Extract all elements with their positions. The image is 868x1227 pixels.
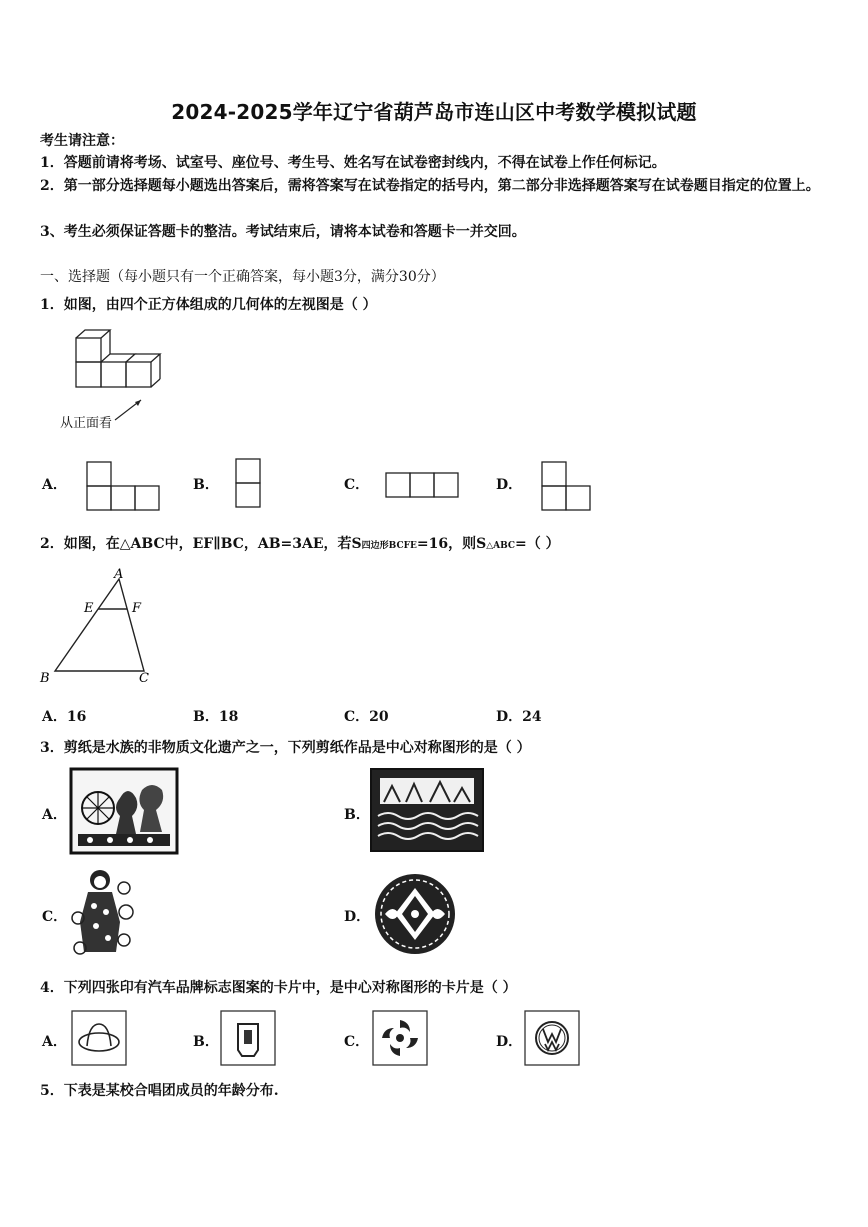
- q3-option-a[interactable]: A．: [42, 807, 67, 823]
- q2-stem-part-c: =（ ）: [515, 536, 560, 552]
- q1-option-d-figure: [541, 461, 596, 516]
- notice-item-3: 3、考生必须保证答题卡的整洁。考试结束后，请将本试卷和答题卡一并交回。: [40, 224, 526, 240]
- q4-stem: 4．下列四张印有汽车品牌标志图案的卡片中，是中心对称图形的卡片是（ ）: [40, 980, 517, 996]
- q2-option-a[interactable]: A．16: [42, 709, 87, 725]
- q3-option-b[interactable]: B．: [344, 807, 370, 823]
- q1-view-label: 从正面看: [60, 416, 113, 431]
- q2-label-b: B: [40, 671, 50, 686]
- q4-option-a-logo-card: [71, 1010, 127, 1066]
- q4-option-b-logo-card: [220, 1010, 276, 1066]
- q1-stem: 1．如图，由四个正方体组成的几何体的左视图是（ ）: [40, 297, 377, 313]
- q3-option-d-papercut-image: [373, 872, 457, 956]
- q2-option-a-value: 16: [66, 709, 87, 725]
- q2-triangle-figure: [40, 568, 170, 688]
- q3-option-d[interactable]: D．: [344, 909, 371, 925]
- q3-option-c[interactable]: C．: [42, 909, 68, 925]
- q4-option-c-logo-card: [372, 1010, 428, 1066]
- q2-option-b-value: 18: [218, 709, 239, 725]
- q4-option-a[interactable]: A．: [42, 1034, 67, 1050]
- q1-option-a-figure: [86, 461, 166, 516]
- q4-option-c[interactable]: C．: [344, 1034, 370, 1050]
- q5-stem: 5．下表是某校合唱团成员的年龄分布.: [40, 1083, 279, 1099]
- q3-stem: 3．剪纸是水族的非物质文化遗产之一，下列剪纸作品是中心对称图形的是（ ）: [40, 740, 531, 756]
- q2-stem-part-b: =16，则S: [416, 536, 487, 552]
- q4-option-d[interactable]: D．: [496, 1034, 523, 1050]
- q2-option-c-value: 20: [369, 709, 389, 725]
- q4-option-d-logo-card: [524, 1010, 580, 1066]
- q1-option-b[interactable]: B．: [193, 477, 219, 493]
- q2-option-b[interactable]: B．18: [193, 709, 239, 725]
- notice-item-2: 2．第一部分选择题每小题选出答案后，需将答案写在试卷指定的括号内，第二部分非选择题答案写在试卷题目指定的位置上。: [40, 178, 820, 194]
- notice-item-1: 1．答题前请将考场、试室号、座位号、考生号、姓名写在试卷密封线内，不得在试卷上作任何标记。: [40, 155, 666, 171]
- q2-option-c[interactable]: C．20: [344, 709, 389, 725]
- q1-option-c[interactable]: C．: [344, 477, 370, 493]
- q2-option-d-value: 24: [522, 709, 542, 725]
- q1-option-a[interactable]: A．: [42, 477, 67, 493]
- q3-option-a-papercut-image: [70, 768, 178, 854]
- notice-heading: 考生请注意：: [40, 133, 124, 149]
- q4-option-b[interactable]: B．: [193, 1034, 219, 1050]
- q2-option-d[interactable]: D．24: [496, 709, 542, 725]
- q2-stem: [40, 533, 560, 557]
- q1-option-b-figure: [235, 458, 265, 513]
- q3-option-c-papercut-image: [70, 868, 136, 960]
- q1-option-c-figure: [385, 472, 465, 502]
- q2-stem-sub-triangle: △ABC: [486, 541, 516, 551]
- q2-label-c: C: [139, 671, 149, 686]
- q2-stem-part-a: 2．如图，在△ABC中，EF∥BC，AB=3AE，若S: [40, 536, 362, 552]
- q2-label-a: A: [114, 567, 124, 582]
- q2-stem-sub-quad: 四边形BCFE: [361, 541, 417, 551]
- q1-option-d[interactable]: D．: [496, 477, 523, 493]
- q2-label-f: F: [132, 601, 142, 616]
- section-heading: 一、选择题（每小题只有一个正确答案，每小题3分，满分30分）: [40, 269, 445, 285]
- q2-label-e: E: [84, 601, 94, 616]
- q3-option-b-papercut-image: [370, 768, 484, 852]
- page-title: 2024-2025学年辽宁省葫芦岛市连山区中考数学模拟试题: [171, 100, 697, 124]
